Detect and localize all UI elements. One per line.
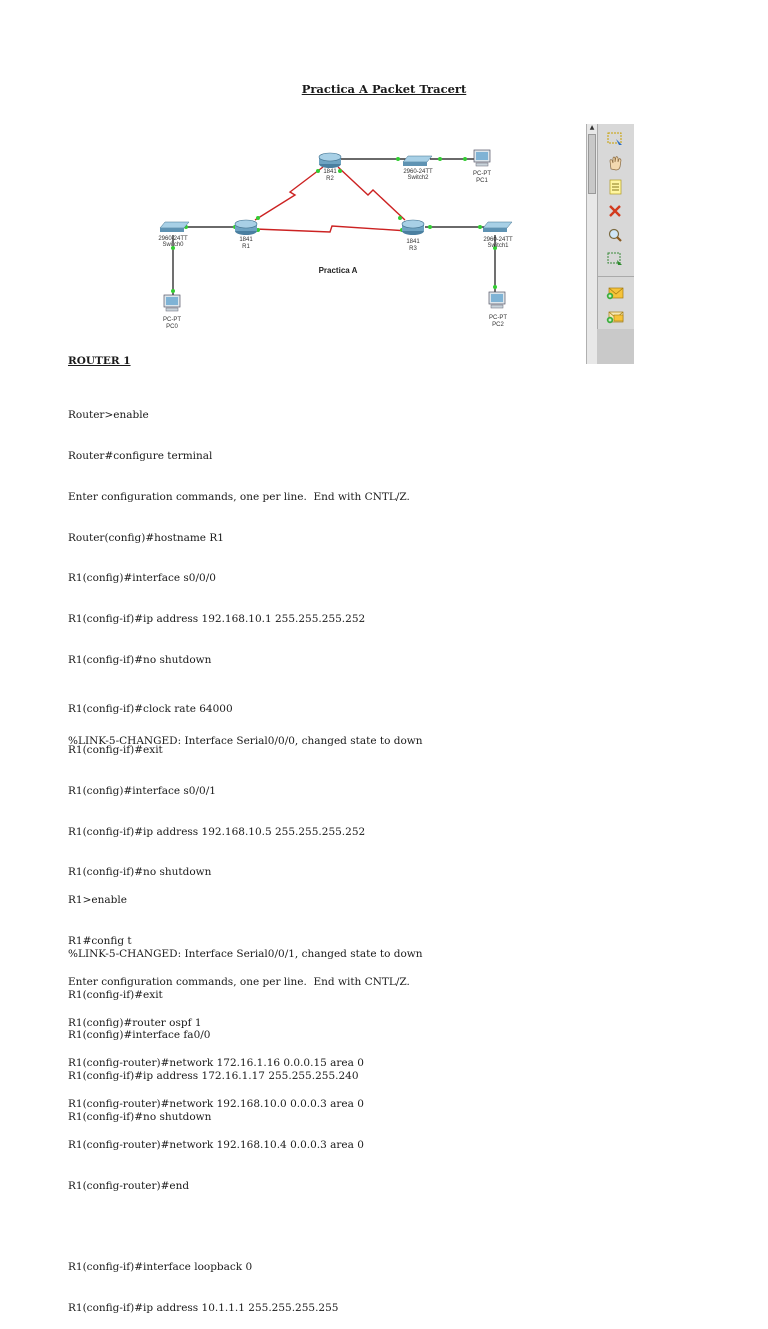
config-line: R1(config-router)#end [68, 1179, 190, 1192]
toolbar-bottom-panel [597, 329, 634, 364]
section-heading: ROUTER 1 [68, 355, 131, 367]
config-line: R1(config-if)#no shutdown [68, 866, 212, 879]
config-line: %LINK-5-CHANGED: Interface Serial0/0/0, changed state to down [68, 735, 423, 748]
config-line: R1(config-if)#clock rate 64000 [68, 703, 233, 716]
select-tool-icon[interactable] [601, 128, 629, 150]
r2-name-label: R2 [326, 176, 334, 182]
config-line: R1(config-if)#interface loopback 0 [68, 1261, 253, 1274]
config-line: R1(config-if)#exit [68, 988, 163, 1001]
packet-tracer-toolbar [586, 124, 634, 364]
diagram-caption: Practica A [318, 266, 358, 275]
document-title: Practica A Packet Tracert [301, 82, 467, 96]
note-tool-icon[interactable] [601, 176, 629, 198]
switch2-name-label: Switch2 [407, 175, 429, 181]
serial-link-r2-r3 [338, 167, 405, 220]
scrollbar-thumb[interactable] [588, 134, 596, 194]
config-line [68, 1220, 410, 1234]
pc0-model-label: PC-PT [163, 317, 181, 323]
pc0-name-label: PC0 [166, 324, 178, 330]
r2-model-label: 1841 [323, 169, 337, 175]
pc2-model-label: PC-PT [489, 315, 507, 321]
config-line: R1(config-if)#no shutdown [68, 1111, 212, 1123]
config-line: R1(config-router)#network 192.168.10.0 0.0.0.3 area 0 [68, 1098, 364, 1111]
config-line: R1(config)#interface s0/0/1 [68, 784, 216, 797]
r1-name-label: R1 [242, 244, 250, 250]
pc1-icon [474, 150, 490, 166]
router-r1-icon [235, 220, 257, 235]
pc2-icon [489, 292, 505, 308]
config-line: Enter configuration commands, one per line. End with CNTL/Z. [68, 490, 410, 503]
pc2-name-label: PC2 [492, 322, 504, 328]
config-line: R1(config)#interface fa0/0 [68, 1029, 211, 1042]
config-line: R1(config)#router ospf 1 [68, 1016, 202, 1029]
config-line: Router>enable [68, 409, 149, 422]
serial-link-r2-r1 [255, 167, 323, 220]
config-line: R1(config-if)#ip address 172.16.1.17 255.255.255.240 [68, 1070, 359, 1083]
config-line: R1(config-router)#network 192.168.10.4 0.0.0.3 area 0 [68, 1138, 364, 1151]
config-line: R1(config-router)#network 172.16.1.16 0.0.0.15 area 0 [68, 1057, 364, 1070]
simple-pdu-icon[interactable] [601, 282, 629, 304]
switch0-name-label: Switch0 [162, 242, 184, 248]
config-line: %LINK-5-CHANGED: Interface Serial0/0/1, changed state to down [68, 947, 423, 960]
config-line: Enter configuration commands, one per line. End with CNTL/Z. [68, 975, 410, 988]
inspect-tool-icon[interactable] [601, 224, 629, 246]
network-topology-diagram [140, 140, 530, 350]
config-line: R1(config-if)#no shutdown [68, 653, 212, 666]
config-line: R1(config-if)#exit [68, 743, 163, 756]
config-line: Router#configure terminal [68, 449, 213, 462]
hand-tool-icon[interactable] [601, 152, 629, 174]
config-line: R1>enable [68, 894, 127, 907]
switch1-name-label: Switch1 [487, 243, 509, 249]
switch2-model-label: 2960-24TT [403, 169, 433, 175]
config-line: R1(config-if)#ip address 192.168.10.1 255.255.255.252 [68, 613, 366, 626]
r3-name-label: R3 [409, 246, 417, 252]
switch0-icon [160, 222, 189, 232]
pc1-model-label: PC-PT [473, 171, 491, 177]
switch2-icon [403, 156, 432, 166]
delete-tool-icon[interactable] [601, 200, 629, 222]
pc1-name-label: PC1 [476, 178, 488, 184]
resize-tool-icon[interactable] [601, 248, 629, 270]
config-line: R1(config-if)#ip address 192.168.10.5 255.255.255.252 [68, 825, 366, 838]
r1-model-label: 1841 [239, 237, 253, 243]
config-line: R1#config t [68, 934, 132, 947]
switch0-model-label: 2960-24TT [158, 236, 188, 242]
pc0-icon [164, 295, 180, 311]
config-line: R1(config)#interface s0/0/0 [68, 572, 216, 585]
toolbar-scrollbar[interactable] [587, 124, 598, 364]
complex-pdu-icon[interactable] [601, 306, 629, 328]
router-r2-icon [319, 153, 341, 168]
switch1-model-label: 2960-24TT [483, 237, 513, 243]
r3-model-label: 1841 [406, 239, 420, 245]
router-r3-icon [402, 220, 424, 235]
scroll-up-arrow-icon[interactable]: ▲ [589, 124, 595, 131]
config-line: Router(config)#hostname R1 [68, 531, 224, 544]
config-line: R1(config-if)#ip address 10.1.1.1 255.255.255.255 [68, 1302, 339, 1314]
serial-link-r1-r3 [255, 226, 408, 232]
config-block-3 [68, 867, 410, 1329]
switch1-icon [483, 222, 512, 232]
